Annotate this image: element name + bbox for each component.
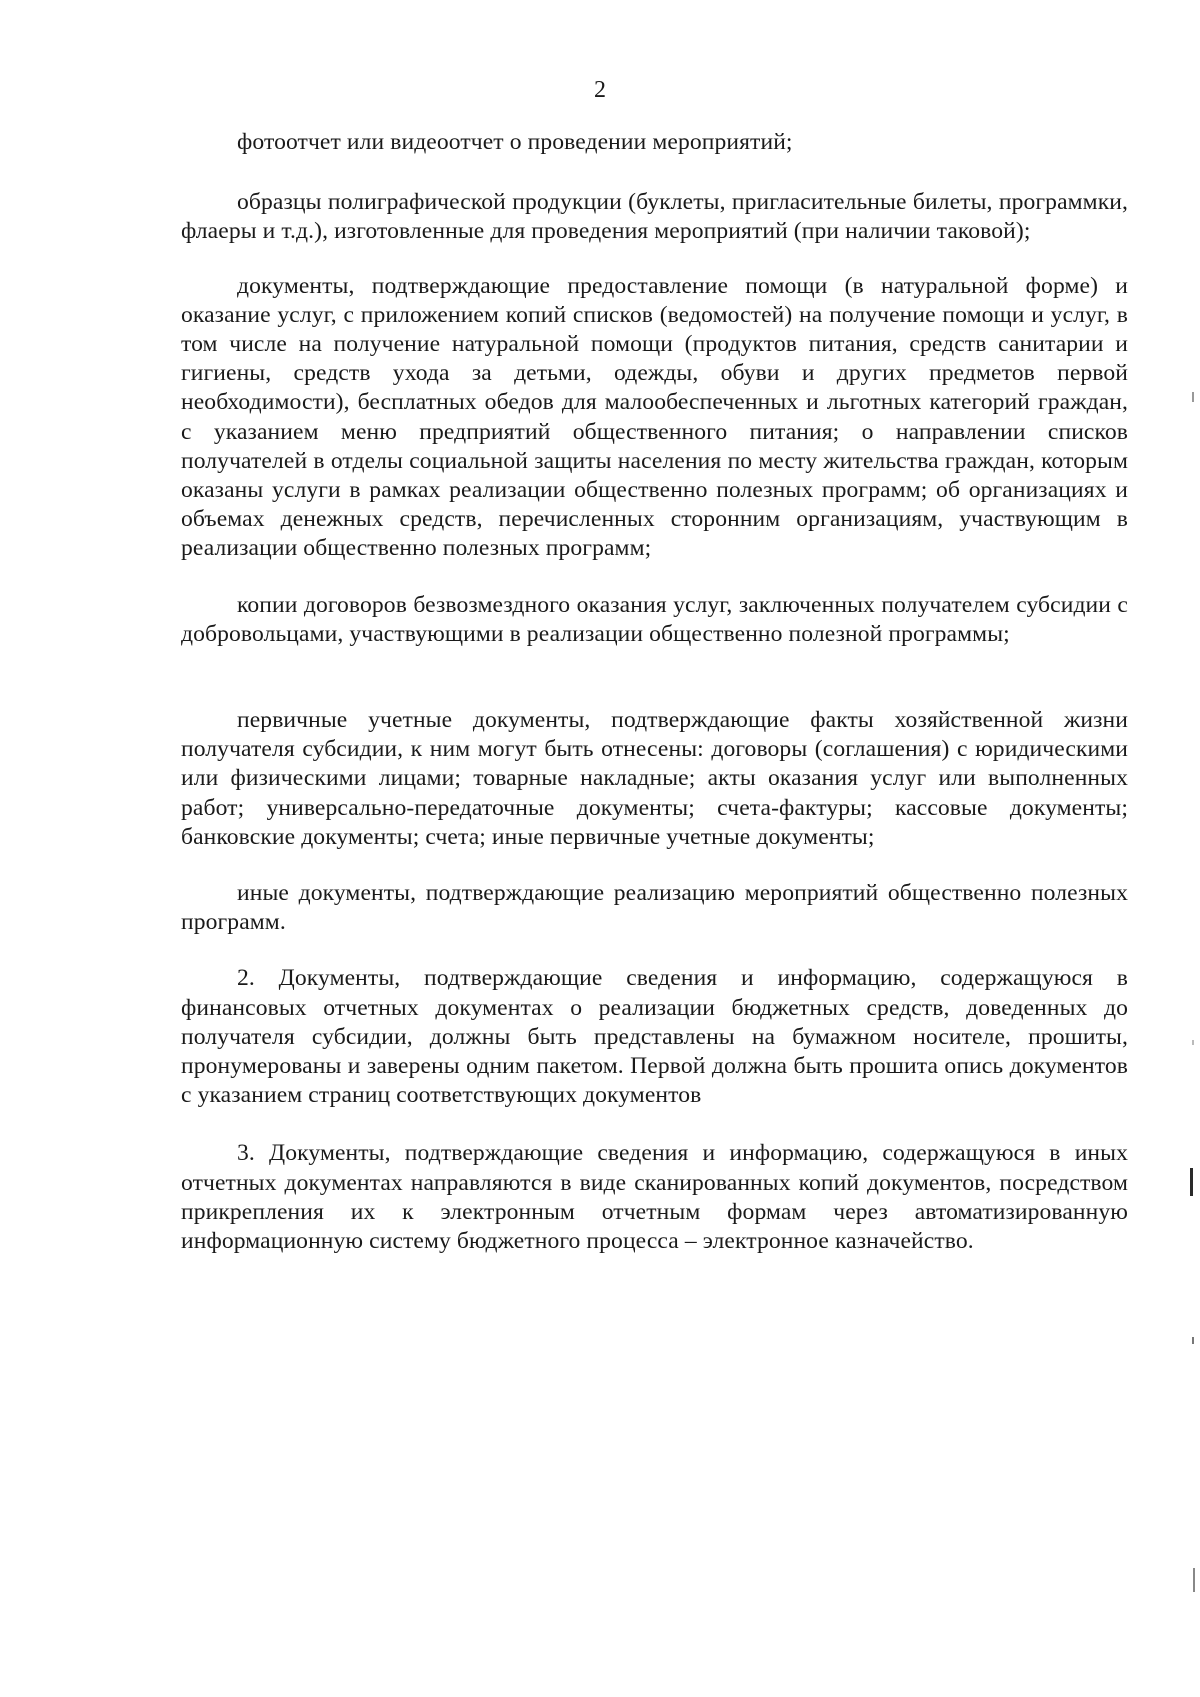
scan-artifact bbox=[1193, 1568, 1195, 1592]
scan-artifact bbox=[1192, 1337, 1194, 1344]
scan-artifact bbox=[1190, 1168, 1193, 1196]
paragraph-item-2: 2. Документы, подтверждающие сведения и информацию, содержащуюся в финансовых отчетных документах о реализации бюджетных средств, доведенных до получателя субсидии, должны быть представлены на бумажном носителе, прошиты, пронумерованы и заверены одним пакетом. Первой должна быть прошита опись документов с указанием страниц соответствующих документов bbox=[181, 965, 1128, 1109]
document-body bbox=[181, 128, 1128, 1256]
paragraph-other-documents: иные документы, подтверждающие реализацию мероприятий общественно полезных программ. bbox=[181, 880, 1128, 936]
paragraph-item-3: 3. Документы, подтверждающие сведения и информацию, содержащуюся в иных отчетных документах направляются в виде сканированных копий документов, посредством прикрепления их к электронным отчетным формам через автоматизированную информационную систему бюджетного процесса – электронное казначейство. bbox=[181, 1140, 1128, 1255]
page-number: 2 bbox=[594, 77, 606, 103]
scan-artifact bbox=[1192, 1040, 1194, 1045]
paragraph-volunteer-contracts: копии договоров безвозмездного оказания услуг, заключенных получателем субсидии с добровольцами, участвующими в реализации общественно полезной программы; bbox=[181, 591, 1128, 647]
paragraph-photo-report: фотоотчет или видеоотчет о проведении мероприятий; bbox=[237, 129, 793, 155]
paragraph-assistance-documents: документы, подтверждающие предоставление помощи (в натуральной форме) и оказание услуг, с приложением копий списков (ведомостей) на получение помощи и услуг, в том числе на получение натуральной помощи (продуктов питания, средств санитарии и гигиены, средств ухода за детьми, одежды, обуви и других предметов первой необходимости), бесплатных обедов для малообеспеченных и льготных категорий граждан, с указанием меню предприятий общественного питания; о направлении списков получателей в отделы социальной защиты населения по месту жительства граждан, которым оказаны услуги в рамках реализации общественно полезных программ; об организациях и объемах денежных средств, перечисленных сторонним организациям, участвующим в реализации общественно полезных программ; bbox=[181, 272, 1128, 562]
paragraph-primary-accounting-documents: первичные учетные документы, подтверждающие факты хозяйственной жизни получателя субсидии, к ним могут быть отнесены: договоры (соглашения) с юридическими или физическими лицами; товарные накладные; акты оказания услуг или выполненных работ; универсально-передаточные документы; счета-фактуры; кассовые документы; банковские документы; счета; иные первичные учетные документы; bbox=[181, 707, 1128, 850]
scan-artifact bbox=[1192, 392, 1194, 402]
paragraph-printed-samples: образцы полиграфической продукции (буклеты, пригласительные билеты, программки, флаеры и т.д.), изготовленные для проведения мероприятий (при наличии таковой); bbox=[181, 189, 1128, 245]
